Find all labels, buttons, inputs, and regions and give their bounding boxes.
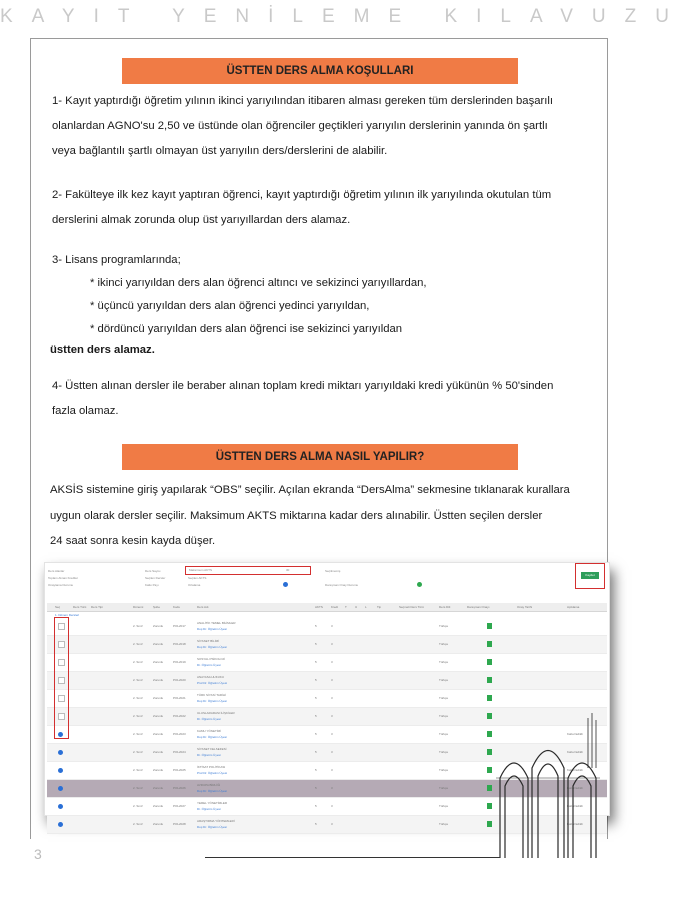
credit-cell: 3: [331, 750, 333, 754]
credit-cell: 3: [331, 696, 333, 700]
language-cell: Türkçe: [439, 750, 449, 754]
akts-cell: 5: [315, 624, 317, 628]
note-cell: Kabul Edildi: [567, 750, 583, 754]
akts-cell: 5: [315, 660, 317, 664]
type-cell: Zorunlu: [153, 786, 164, 790]
selected-dot-icon: [58, 750, 63, 755]
bullet-line: * üçüncü yarıyıldan ders alan öğrenci yedinci yarıyıldan,: [90, 300, 370, 312]
akts-cell: 5: [315, 822, 317, 826]
how-to-text: [50, 478, 595, 555]
course-name: TÜRK SİYASİ TARİHİ: [197, 693, 226, 697]
type-cell: Zorunlu: [153, 714, 164, 718]
code-cell: POL2026: [173, 786, 186, 790]
table-header-cell: Seç: [55, 605, 61, 609]
table-header-cell: Kredi: [331, 605, 339, 609]
type-cell: Zorunlu: [153, 822, 164, 826]
table-header: [47, 603, 607, 612]
footer-divider: [205, 857, 500, 858]
approval-status-icon: [487, 677, 492, 683]
semester-cell: 2. Sınıf: [133, 804, 143, 808]
table-row: [47, 618, 607, 636]
course-name: İKTİSAT POLİTİKASI: [197, 765, 226, 769]
section-banner-conditions: ÜSTTEN DERS ALMA KOŞULLARI: [122, 58, 518, 84]
type-cell: Zorunlu: [153, 678, 164, 682]
language-cell: Türkçe: [439, 804, 449, 808]
code-cell: POL2025: [173, 768, 186, 772]
approval-status-icon: [487, 641, 492, 647]
table-header-cell: Açıklama: [567, 605, 580, 609]
table-header-cell: Danışman Onayı: [467, 605, 490, 609]
language-cell: Türkçe: [439, 624, 449, 628]
status-dot-icon: [283, 582, 288, 587]
arch-decoration-icon: [492, 708, 604, 858]
semester-cell: 2. Sınıf: [133, 786, 143, 790]
course-name: SİYASET BİLİMİ: [197, 639, 219, 643]
language-cell: Türkçe: [439, 642, 449, 646]
table-row: [47, 672, 607, 690]
note-cell: Kabul Edildi: [567, 768, 583, 772]
table-header-cell: U: [355, 605, 358, 609]
semester-cell: 2. Sınıf: [133, 660, 143, 664]
course-instructor: Dr. Öğretim Üyesi: [197, 807, 221, 811]
course-name-cell: [197, 711, 235, 721]
course-name: KAMU YÖNETİMİ: [197, 729, 221, 733]
summary-label: Ortalama: [188, 583, 201, 587]
status-dot-icon: [417, 582, 422, 587]
text-line: 24 saat sonra kesin kayda düşer.: [50, 535, 216, 547]
table-row: [47, 690, 607, 708]
summary-label: Ders Alanlar: [48, 569, 65, 573]
code-cell: POL2020: [173, 678, 186, 682]
note-cell: Kabul Edildi: [567, 786, 583, 790]
type-cell: Zorunlu: [153, 660, 164, 664]
text-line: fazla olamaz.: [52, 405, 119, 417]
course-name-cell: [197, 621, 236, 631]
text-line: veya bağlantılı şartlı olmayan üst yarıyılın ders/derslerini de alabilir.: [52, 145, 388, 157]
course-name-cell: [197, 657, 225, 667]
code-cell: POL2023: [173, 732, 186, 736]
course-instructor: Dr. Öğretim Üyesi: [197, 717, 221, 721]
text-line: AKSİS sistemine giriş yapılarak “OBS” seçilir. Açılan ekranda “DersAlma” sekmesine tıklanarak kurallara: [50, 484, 570, 496]
table-header-cell: Seçmeli Ders Türü: [399, 605, 424, 609]
text-line: olanlardan AGNO'su 2,50 ve üstünde olan öğrenciler geçtikleri yarıyılın derslerinin yanında ön şartlı: [52, 120, 548, 132]
language-cell: Türkçe: [439, 678, 449, 682]
semester-cell: 2. Sınıf: [133, 678, 143, 682]
max-akts-highlight: [185, 566, 311, 575]
table-header-cell: T: [345, 605, 347, 609]
code-cell: POL2018: [173, 642, 186, 646]
course-name: ANAYASA HUKUKU: [197, 675, 225, 679]
credit-cell: 3: [331, 822, 333, 826]
credit-cell: 3: [331, 768, 333, 772]
course-name: AVRUPA BİRLİĞİ: [197, 783, 221, 787]
condition-item-2: [52, 183, 592, 233]
akts-cell: 5: [315, 732, 317, 736]
semester-cell: 2. Sınıf: [133, 696, 143, 700]
semester-cell: 2. Sınıf: [133, 750, 143, 754]
checkbox-column-highlight: [54, 617, 69, 739]
group-label: 1. Dönem Dersleri: [55, 613, 80, 617]
credit-cell: 3: [331, 804, 333, 808]
code-cell: POL2027: [173, 804, 186, 808]
bold-note: üstten ders alamaz.: [50, 344, 155, 356]
note-cell: Kabul Edildi: [567, 732, 583, 736]
semester-cell: 2. Sınıf: [133, 642, 143, 646]
course-instructor: Doç.Dr. Öğretim Üyesi: [197, 627, 227, 631]
course-instructor: Prof.Dr. Öğretim Üyesi: [197, 681, 228, 685]
summary-label: Katkı Payı: [145, 583, 159, 587]
credit-cell: 3: [331, 624, 333, 628]
type-cell: Zorunlu: [153, 768, 164, 772]
table-row: [47, 636, 607, 654]
akts-cell: 5: [315, 642, 317, 646]
table-header-cell: Dönemi: [133, 605, 144, 609]
course-name-cell: [197, 747, 226, 757]
code-cell: POL2022: [173, 714, 186, 718]
course-name: SİYASET FELSEFESİ: [197, 747, 227, 751]
table-row: [47, 654, 607, 672]
course-name-cell: [197, 693, 227, 703]
table-header-cell: Ders Türü: [73, 605, 87, 609]
summary-label: Ders Sayısı: [145, 569, 161, 573]
course-name-cell: [197, 801, 227, 811]
semester-cell: 2. Sınıf: [133, 624, 143, 628]
course-name-cell: [197, 675, 227, 685]
akts-cell: 5: [315, 714, 317, 718]
approval-status-icon: [487, 659, 492, 665]
selected-dot-icon: [58, 804, 63, 809]
table-header-cell: Şube: [153, 605, 161, 609]
condition-item-4: [52, 374, 592, 424]
text-line: derslerini almak zorunda olup üst yarıyıllardan ders alamaz.: [52, 214, 351, 226]
summary-label: Seçilen Dersler: [145, 576, 166, 580]
type-cell: Zorunlu: [153, 624, 164, 628]
table-header-cell: Ders Dili: [439, 605, 451, 609]
course-name: SOSYAL PSİKOLOJİ: [197, 657, 226, 661]
bullet-line: * ikinci yarıyıldan ders alan öğrenci altıncı ve sekizinci yarıyıllardan,: [90, 277, 427, 289]
note-cell: Kabul Edildi: [567, 804, 583, 808]
text-line: 2- Fakülteye ilk kez kayıt yaptıran öğrenci, kayıt yaptırdığı öğretim yılının ilk yarıyılında okutulan tüm: [52, 189, 552, 201]
course-name: ARAŞTIRMA YÖNTEMLERİ: [197, 819, 235, 823]
akts-cell: 5: [315, 768, 317, 772]
document-header-title: KAYIT YENİLEME KILAVUZU: [0, 6, 688, 27]
course-name-cell: [197, 819, 235, 829]
summary-label: Danışman Onay Durumu: [325, 583, 359, 587]
akts-cell: 5: [315, 786, 317, 790]
credit-cell: 3: [331, 786, 333, 790]
course-name: ULUSLARARASI İLİŞKİLER: [197, 711, 235, 715]
table-header-cell: Onay Tarihi: [517, 605, 533, 609]
selected-dot-icon: [58, 822, 63, 827]
code-cell: POL2024: [173, 750, 186, 754]
selected-dot-icon: [58, 786, 63, 791]
code-cell: POL2017: [173, 624, 186, 628]
course-name-cell: [197, 783, 227, 793]
course-name-cell: [197, 639, 227, 649]
table-header-cell: Kodu: [173, 605, 181, 609]
type-cell: Zorunlu: [153, 696, 164, 700]
table-header-cell: AKTS: [315, 605, 323, 609]
type-cell: Zorunlu: [153, 804, 164, 808]
section-banner-how-to: ÜSTTEN DERS ALMA NASIL YAPILIR?: [122, 444, 518, 470]
screenshot-summary-bar: [45, 563, 609, 601]
code-cell: POL2021: [173, 696, 186, 700]
table-header-cell: L: [365, 605, 367, 609]
table-header-cell: Ders Adı: [197, 605, 209, 609]
table-header-cell: Tip: [377, 605, 382, 609]
credit-cell: 3: [331, 732, 333, 736]
course-instructor: Doç.Dr. Öğretim Üyesi: [197, 645, 227, 649]
code-cell: POL2028: [173, 822, 186, 826]
note-cell: Kabul Edildi: [567, 822, 583, 826]
course-instructor: Dr. Öğretim Üyesi: [197, 663, 221, 667]
course-instructor: Doç.Dr. Öğretim Üyesi: [197, 699, 227, 703]
course-name: YEREL YÖNETİMLER: [197, 801, 228, 805]
selected-dot-icon: [58, 768, 63, 773]
credit-cell: 3: [331, 660, 333, 664]
semester-cell: 2. Sınıf: [133, 732, 143, 736]
semester-cell: 2. Sınıf: [133, 822, 143, 826]
save-button[interactable]: Kaydet: [581, 572, 599, 579]
credit-cell: 3: [331, 714, 333, 718]
course-name: ANALİTİK TEMEL BİLİMLER: [197, 621, 236, 625]
course-name-cell: [197, 729, 227, 739]
type-cell: Zorunlu: [153, 732, 164, 736]
course-instructor: Prof.Dr. Öğretim Üyesi: [197, 771, 228, 775]
course-instructor: Dr. Öğretim Üyesi: [197, 753, 221, 757]
akts-cell: 5: [315, 678, 317, 682]
bullet-line: * dördüncü yarıyıldan ders alan öğrenci ise sekizinci yarıyıldan: [90, 323, 403, 335]
text-line: 1- Kayıt yaptırdığı öğretim yılının ikinci yarıyılından itibaren alması gereken tüm derslerinden başarılı: [52, 95, 554, 107]
language-cell: Türkçe: [439, 660, 449, 664]
code-cell: POL2019: [173, 660, 186, 664]
type-cell: Zorunlu: [153, 642, 164, 646]
approval-status-icon: [487, 623, 492, 629]
summary-label: Seçilen AKTS: [188, 576, 207, 580]
summary-label: Onaylama Durumu: [48, 583, 74, 587]
text-line: uygun olarak dersler seçilir. Maksimum AKTS miktarına kadar ders alınabilir. Üstten seçilen dersler: [50, 509, 543, 522]
course-instructor: Doç.Dr. Öğretim Üyesi: [197, 789, 227, 793]
save-button-highlight: [575, 563, 605, 589]
approval-status-icon: [487, 695, 492, 701]
language-cell: Türkçe: [439, 822, 449, 826]
language-cell: Türkçe: [439, 768, 449, 772]
credit-cell: 3: [331, 642, 333, 646]
course-instructor: Doç.Dr. Öğretim Üyesi: [197, 825, 227, 829]
max-akts-label: Maksimum AKTS: [189, 568, 213, 572]
summary-label: Toplam Alınan Krediler: [48, 576, 79, 580]
semester-cell: 2. Sınıf: [133, 714, 143, 718]
language-cell: Türkçe: [439, 732, 449, 736]
akts-cell: 5: [315, 804, 317, 808]
credit-cell: 3: [331, 678, 333, 682]
page-number: 3: [34, 846, 42, 862]
semester-cell: 2. Sınıf: [133, 768, 143, 772]
language-cell: Türkçe: [439, 714, 449, 718]
text-line: 4- Üstten alınan dersler ile beraber alınan toplam kredi miktarı yarıyıldaki kredi yükünün % 50'sinden: [52, 380, 554, 392]
condition-item-3: [52, 249, 592, 341]
condition-item-1: [52, 89, 592, 164]
summary-label: Seçilmemiş: [325, 569, 341, 573]
akts-cell: 5: [315, 750, 317, 754]
text-line: 3- Lisans programlarında;: [52, 254, 181, 266]
language-cell: Türkçe: [439, 786, 449, 790]
language-cell: Türkçe: [439, 696, 449, 700]
akts-cell: 5: [315, 696, 317, 700]
type-cell: Zorunlu: [153, 750, 164, 754]
table-header-cell: Ders Tipi: [91, 605, 103, 609]
course-instructor: Doç.Dr. Öğretim Üyesi: [197, 735, 227, 739]
max-akts-value: 30: [286, 568, 290, 572]
course-name-cell: [197, 765, 227, 775]
